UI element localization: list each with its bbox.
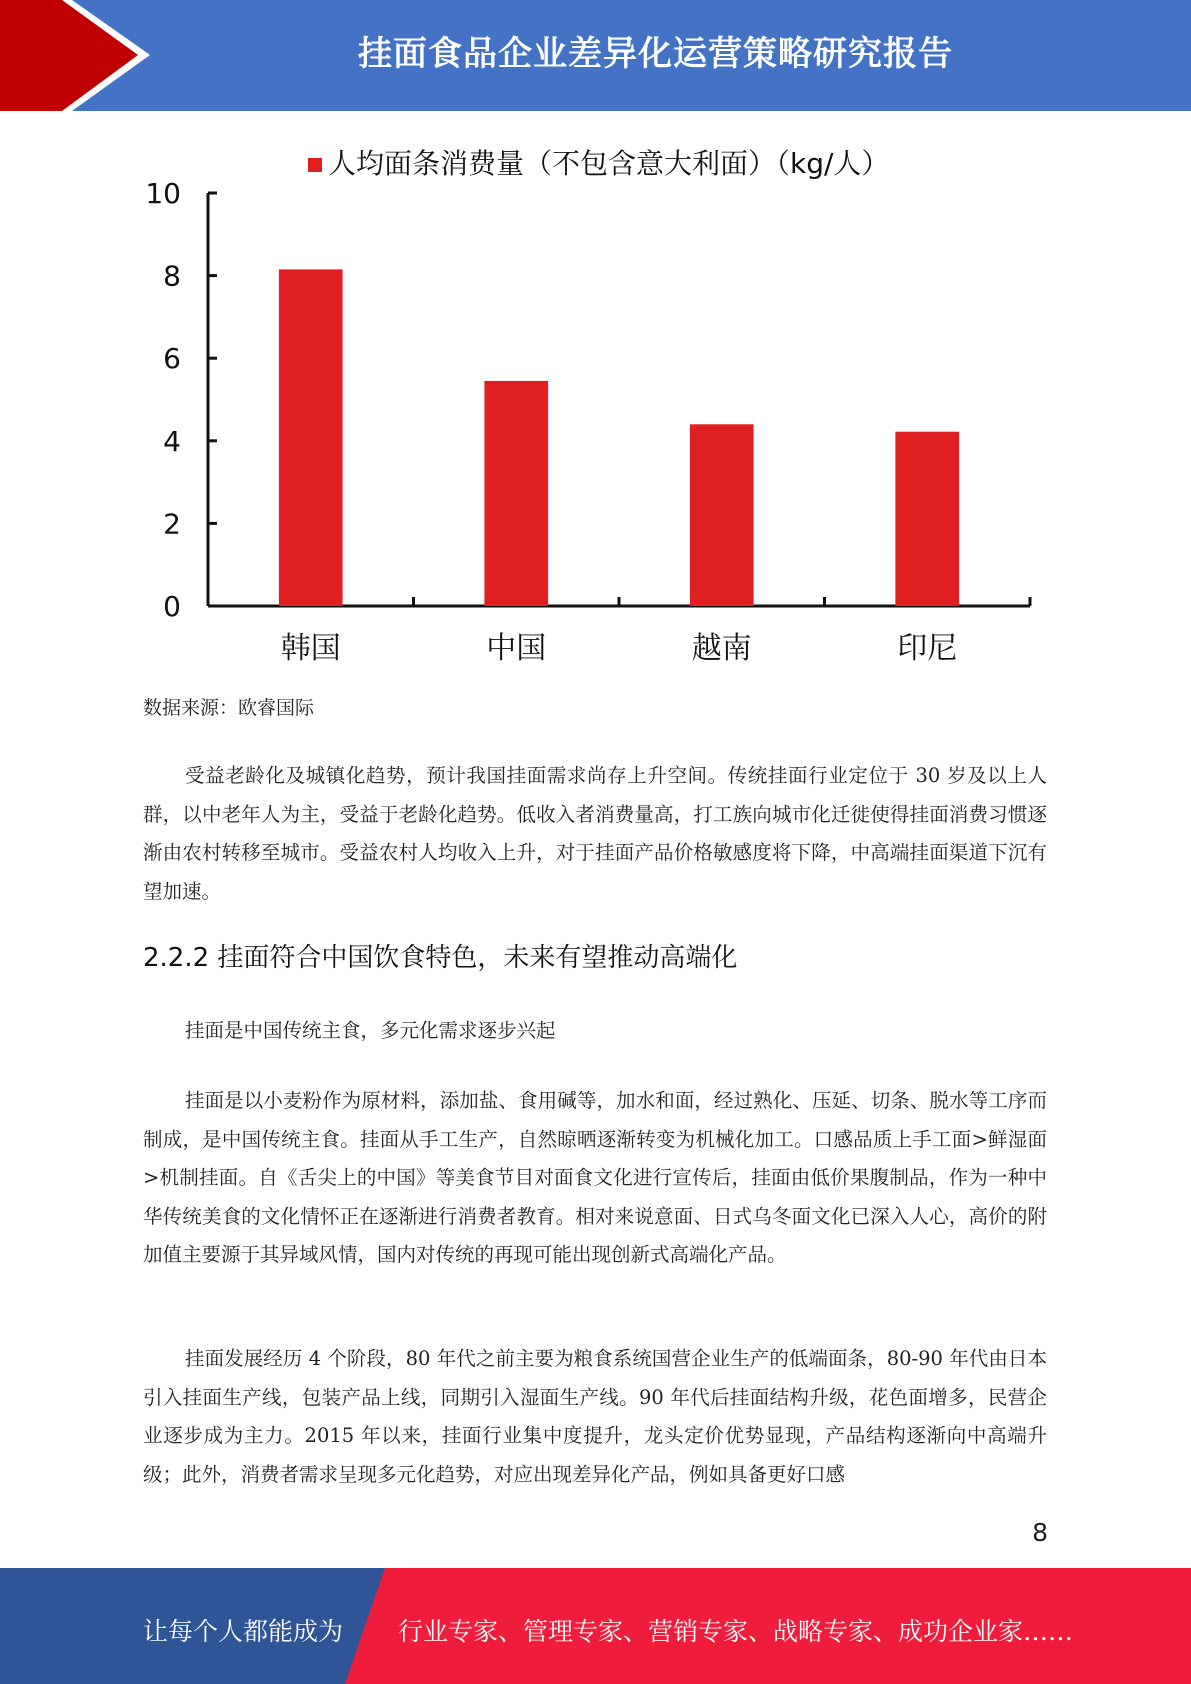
paragraph-development-stages: 挂面发展经历 4 个阶段，80 年代之前主要为粮食系统国营企业生产的低端面条，80-90 年代由日本引入挂面生产线，包装产品上线，同期引入湿面生产线。90 年代后挂面结构升级，花色面增多，民营企业逐步成为主力。2015 年以来，挂面行业集中度提升，龙头定价优势显现，产品结构逐渐向中高端升级；此外，消费者需求呈现多元化趋势，对应出现差异化产品，例如具备更好口感 (143, 1347, 1047, 1486)
paragraph-noodle-description: 挂面是以小麦粉作为原材料，添加盐、食用碱等，加水和面，经过熟化、压延、切条、脱水等工序而制成，是中国传统主食。挂面从手工生产，自然晾晒逐渐转变为机械化加工。口感品质上手工面>鲜湿面>机制挂面。自《舌尖上的中国》等美食节目对面食文化进行宣传后，挂面由低价果腹制品，作为一种中华传统美食的文化情怀正在逐渐进行消费者教育。相对来说意面、日式乌冬面文化已深入人心，高价的附加值主要源于其异域风情，国内对传统的再现可能出现创新式高端化产品。 (143, 1089, 1047, 1266)
page-footer (0, 1568, 1191, 1684)
y-tick-label: 8 (163, 259, 181, 293)
bars (279, 269, 959, 606)
paragraph-aging-urbanization: 受益老龄化及城镇化趋势，预计我国挂面需求尚存上升空间。传统挂面行业定位于 30 岁及以上人群，以中老年人为主，受益于老龄化趋势。低收入者消费量高，打工族向城市化迁徙使得挂面消费习惯逐渐由农村转移至城市。受益农村人均收入上升，对于挂面产品价格敏感度将下降，中高端挂面渠道下沉有望加速。 (143, 764, 1047, 903)
bar (279, 269, 343, 606)
y-tick-label: 6 (163, 342, 181, 376)
bar (690, 424, 754, 606)
footer-slogan: 让每个人都能成为 (143, 1617, 344, 1646)
data-source-note: 数据来源：欧睿国际 (143, 697, 315, 719)
bar-chart (130, 140, 1050, 680)
x-tick-label: 印尼 (897, 631, 958, 666)
page-header (0, 0, 1191, 111)
page-number: 8 (1032, 1518, 1048, 1547)
y-tick-label: 2 (163, 507, 181, 541)
x-tick-label: 中国 (486, 631, 547, 666)
legend-swatch (308, 158, 322, 172)
y-tick-label: 4 (163, 424, 181, 458)
x-tick-label: 韩国 (280, 631, 341, 666)
y-axis (145, 177, 217, 623)
bar (895, 432, 959, 606)
section-heading: 2.2.2 挂面符合中国饮食特色，未来有望推动高端化 (143, 943, 738, 973)
y-tick-label: 0 (163, 590, 181, 623)
y-tick-label: 10 (145, 177, 181, 210)
x-tick-label: 越南 (691, 631, 752, 666)
legend-label: 人均面条消费量（不包含意大利面）（kg/人） (328, 147, 890, 180)
paragraph-subheading: 挂面是中国传统主食，多元化需求逐步兴起 (185, 1019, 556, 1042)
x-axis (208, 597, 1030, 666)
footer-roles: 行业专家、管理专家、营销专家、战略专家、成功企业家…… (398, 1617, 1074, 1646)
chart-canvas (130, 140, 1050, 680)
bar (484, 381, 548, 606)
report-title: 挂面食品企业差异化运营策略研究报告 (358, 34, 953, 74)
